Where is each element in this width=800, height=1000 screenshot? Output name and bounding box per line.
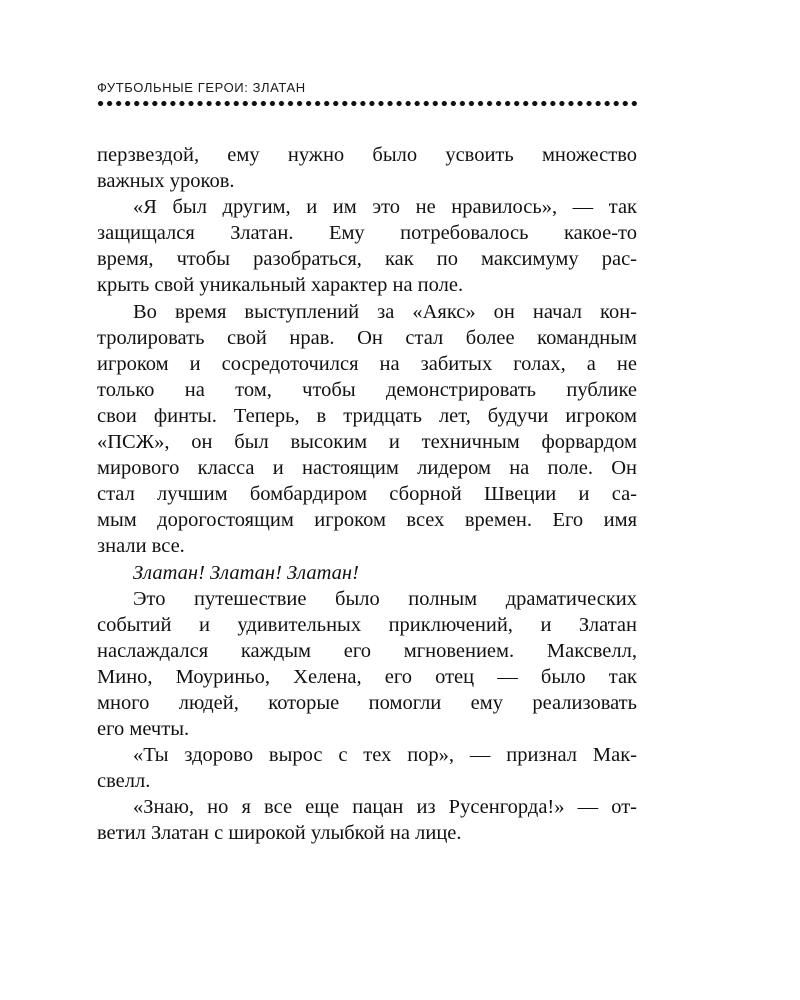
body-text <box>97 142 637 847</box>
text-line: защищался Златан. Ему потребовалось какое-то <box>97 222 637 245</box>
text-line: свелл. <box>97 770 151 793</box>
running-header-title: ФУТБОЛЬНЫЕ ГЕРОИ: ЗЛАТАН <box>97 80 306 95</box>
text-line: «Я был другим, и им это не нравилось», — так <box>133 196 637 219</box>
text-line: игроком и сосредоточился на забитых голах, а не <box>97 352 637 375</box>
text-line: событий и удивительных приключений, и Златан <box>97 613 637 636</box>
text-line: крыть свой уникальный характер на поле. <box>97 274 464 297</box>
text-line: Это путешествие было полным драматических <box>133 587 637 610</box>
text-line: только на том, чтобы демонстрировать публике <box>97 378 637 401</box>
text-line: стал лучшим бомбардиром сборной Швеции и са- <box>97 483 637 506</box>
text-line: знали все. <box>97 535 185 558</box>
text-line: мым дорогостоящим игроком всех времен. Его имя <box>97 509 637 532</box>
text-line: мирового класса и настоящим лидером на поле. Он <box>97 457 637 480</box>
text-line: ветил Златан с широкой улыбкой на лице. <box>97 822 462 845</box>
text-line: перзвездой, ему нужно было усвоить множество <box>97 144 637 166</box>
text-line: наслаждался каждым его мгновением. Максвелл, <box>97 639 637 662</box>
text-line: тролировать свой нрав. Он стал более командным <box>97 326 637 349</box>
text-line: Златан! Златан! Златан! <box>133 561 359 584</box>
text-line: Мино, Моуриньо, Хелена, его отец — было так <box>97 665 637 688</box>
text-line: его мечты. <box>97 718 190 741</box>
text-line: много людей, которые помогли ему реализовать <box>97 691 637 714</box>
text-line: «Ты здорово вырос с тех пор», — признал Мак- <box>133 744 637 767</box>
text-line: Во время выступлений за «Аякс» он начал кон- <box>133 300 637 323</box>
text-line: время, чтобы разобраться, как по максимуму рас- <box>97 248 637 271</box>
text-line: свои финты. Теперь, в тридцать лет, будучи игроком <box>97 404 637 427</box>
text-line: важных уроков. <box>97 170 235 193</box>
text-line: «Знаю, но я все еще пацан из Русенгорда!» — от- <box>133 796 637 819</box>
text-line: «ПСЖ», он был высоким и техничным форвардом <box>97 431 637 454</box>
dotted-divider <box>96 100 638 107</box>
